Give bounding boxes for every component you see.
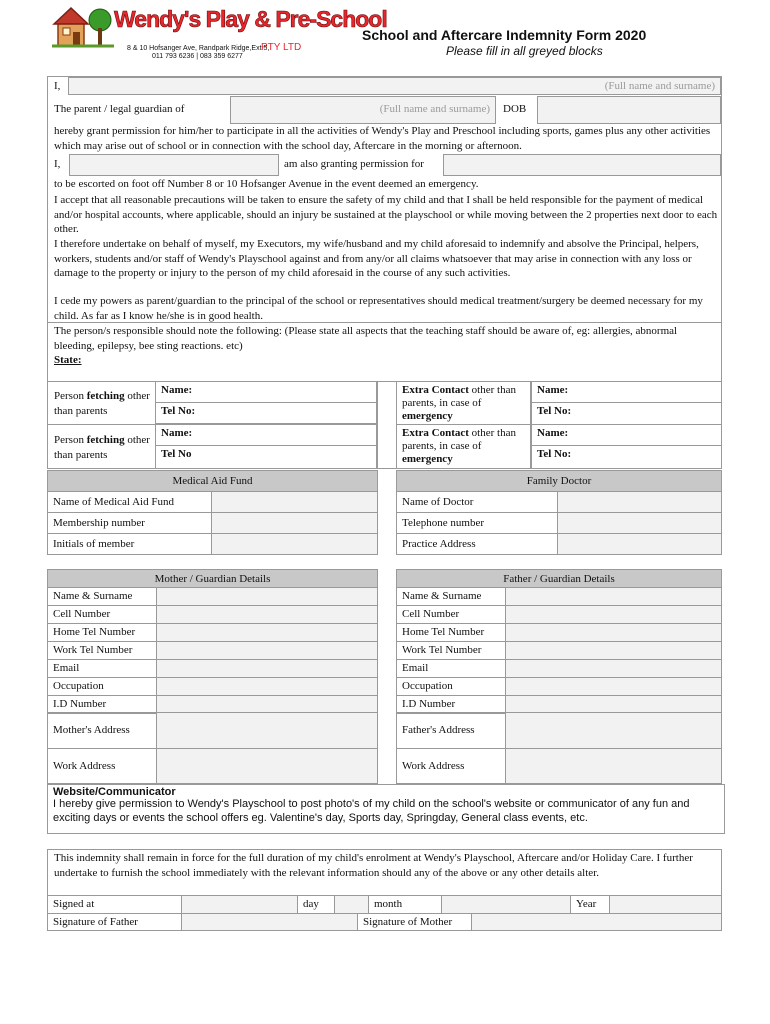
- mother-row-field[interactable]: [156, 659, 378, 678]
- medical-aid-name-field[interactable]: [211, 491, 378, 513]
- guardian-full-name-field[interactable]: [68, 77, 721, 95]
- extra-name-2: Name:: [531, 424, 722, 446]
- father-row-label: Email: [396, 659, 506, 678]
- fetch-name-1: Name:: [155, 381, 377, 403]
- person-fetching-label-1: Person fetching other than parents: [54, 390, 150, 417]
- responsible-text: The person/s responsible should note the following: (Please state all aspects that the teaching staff should be aware of, eg: allergies, abnormal bleeding, epilepsy, bee sting reactions. etc): [54, 325, 678, 352]
- practice-address-label: Practice Address: [396, 533, 558, 555]
- extra-contact-label-2: Extra Contact other than parents, in case of emergency: [396, 424, 531, 469]
- mother-signature-label: Signature of Mother: [357, 913, 472, 931]
- i-label: I,: [54, 80, 61, 92]
- medical-aid-header: Medical Aid Fund: [47, 470, 378, 492]
- logo-subtitle: PTY LTD: [261, 42, 302, 53]
- cede-paragraph: I cede my powers as parent/guardian to the principal of the school or representatives should medical treatment/surgery be deemed necessary for my child. As far as I know he/she is in good health.: [54, 295, 703, 322]
- day-label: day: [297, 895, 335, 914]
- father-signature-label: Signature of Father: [47, 913, 182, 931]
- mother-work-address-field[interactable]: [156, 748, 378, 784]
- mother-row-label: Name & Surname: [47, 587, 157, 606]
- father-address-field[interactable]: [505, 712, 722, 749]
- mother-row-label: Work Tel Number: [47, 641, 157, 660]
- child-name-hint: (Full name and surname): [379, 103, 490, 115]
- mother-row-field[interactable]: [156, 587, 378, 606]
- second-guardian-name-field[interactable]: [69, 154, 279, 176]
- initials-of-member-label: Initials of member: [47, 533, 212, 555]
- indemnify-paragraph: I therefore undertake on behalf of myself, my Executors, my wife/husband and my child aforesaid to indemnify and absolve the Principal, helpers, workers, students and/or staff of Wendy's Playschool against and from any/or all claims whatsoever that may arise in connection with any loss or damage to the property or injury to the person of my child aforesaid in the course of any such activities.: [54, 238, 699, 279]
- father-details-header: Father / Guardian Details: [396, 569, 722, 588]
- mother-row-field[interactable]: [156, 605, 378, 624]
- medical-aid-name-label: Name of Medical Aid Fund: [47, 491, 212, 513]
- parent-label: The parent / legal guardian of: [54, 103, 185, 115]
- escort-text: to be escorted on foot off Number 8 or 10 Hofsanger Avenue in the event deemed an emergency.: [54, 178, 479, 190]
- year-label: Year: [570, 895, 610, 914]
- father-address-label: Father's Address: [396, 712, 506, 749]
- practice-address-field[interactable]: [557, 533, 722, 555]
- signed-at-field[interactable]: [181, 895, 298, 914]
- form-title: School and Aftercare Indemnity Form 2020: [362, 27, 647, 43]
- mother-row-label: I.D Number: [47, 695, 157, 714]
- father-signature-field[interactable]: [181, 913, 358, 931]
- escort-child-name-field[interactable]: [443, 154, 721, 176]
- father-work-address-field[interactable]: [505, 748, 722, 784]
- family-doctor-header: Family Doctor: [396, 470, 722, 492]
- fetch-tel-1: Tel No:: [155, 402, 377, 424]
- form-subtitle: Please fill in all greyed blocks: [446, 44, 603, 58]
- website-title: Website/Communicator: [53, 786, 176, 798]
- person-fetching-label-2: Person fetching other than parents: [54, 434, 150, 461]
- dob-label: DOB: [503, 103, 527, 115]
- website-permission-text: I hereby give permission to Wendy's Playschool to post photo's of my child on the school's website or communicator of any fun and exciting days or events the school offers eg. Valentine's day, Sports day, Springday, General class events, etc.: [53, 798, 690, 824]
- father-row-label: Occupation: [396, 677, 506, 696]
- precaution-paragraph: I accept that all reasonable precautions will be taken to ensure the safety of my child and that I shall be held responsible for the payment of medical and/or hospital accounts, where applicable, should an injury be sustained at the playschool or while moving between the 2 properties next door to each other.: [54, 194, 718, 235]
- doctor-telephone-field[interactable]: [557, 512, 722, 534]
- extra-tel-1: Tel No:: [531, 402, 722, 425]
- grant-text: hereby grant permission for him/her to participate in all the activities of Wendy's Play and Preschool including sports, games plus any other activities which may arise out of school or in connection with the school day, Aftercare in the morning or afternoon.: [54, 125, 711, 152]
- father-row-field[interactable]: [505, 641, 722, 660]
- father-row-label: I.D Number: [396, 695, 506, 714]
- initials-of-member-field[interactable]: [211, 533, 378, 555]
- doctor-name-label: Name of Doctor: [396, 491, 558, 513]
- mother-details-header: Mother / Guardian Details: [47, 569, 378, 588]
- divider: [377, 381, 378, 469]
- father-row-field[interactable]: [505, 587, 722, 606]
- mother-row-label: Home Tel Number: [47, 623, 157, 642]
- extra-contact-label-1: Extra Contact other than parents, in case of emergency: [396, 381, 531, 425]
- school-phones: 011 793 6236 | 083 359 6277: [152, 53, 243, 60]
- dob-field[interactable]: [537, 96, 721, 124]
- i-label-2: I,: [54, 158, 61, 170]
- logo-title: Wendy's Play & Pre-School: [114, 6, 387, 32]
- father-row-field[interactable]: [505, 677, 722, 696]
- membership-number-label: Membership number: [47, 512, 212, 534]
- father-row-label: Work Tel Number: [396, 641, 506, 660]
- father-row-label: Name & Surname: [396, 587, 506, 606]
- mother-row-label: Email: [47, 659, 157, 678]
- month-label: month: [368, 895, 442, 914]
- also-granting-label: am also granting permission for: [284, 158, 424, 170]
- extra-name-1: Name:: [531, 381, 722, 403]
- child-full-name-field[interactable]: [230, 96, 496, 124]
- state-field[interactable]: [48, 368, 721, 381]
- father-row-field[interactable]: [505, 623, 722, 642]
- father-row-field[interactable]: [505, 659, 722, 678]
- fetch-tel-2: Tel No: [155, 445, 377, 469]
- mother-row-field[interactable]: [156, 623, 378, 642]
- doctor-telephone-label: Telephone number: [396, 512, 558, 534]
- extra-tel-2: Tel No:: [531, 445, 722, 469]
- mother-work-address-label: Work Address: [47, 748, 157, 784]
- divider: [47, 322, 722, 323]
- house-tree-icon: [52, 4, 114, 52]
- school-address: 8 & 10 Hofsanger Ave, Randpark Ridge,Ext 5,: [127, 45, 270, 52]
- year-field[interactable]: [609, 895, 722, 914]
- father-row-label: Home Tel Number: [396, 623, 506, 642]
- signed-at-label: Signed at: [47, 895, 182, 914]
- mother-row-label: Cell Number: [47, 605, 157, 624]
- full-name-hint: (Full name and surname): [604, 80, 715, 92]
- father-row-field[interactable]: [505, 605, 722, 624]
- mother-signature-field[interactable]: [471, 913, 722, 931]
- month-field[interactable]: [441, 895, 571, 914]
- enrolment-text: This indemnity shall remain in force for the full duration of my child's enrolment at Wendy's Playschool, Aftercare and/or Holiday Care. I further undertake to furnish the school immediately with the relevant information should any of the above or any other details alter.: [54, 852, 693, 879]
- father-row-label: Cell Number: [396, 605, 506, 624]
- mother-row-label: Occupation: [47, 677, 157, 696]
- mother-address-field[interactable]: [156, 712, 378, 749]
- mother-row-field[interactable]: [156, 677, 378, 696]
- state-label: State:: [54, 354, 82, 366]
- mother-address-label: Mother's Address: [47, 712, 157, 749]
- father-work-address-label: Work Address: [396, 748, 506, 784]
- day-field[interactable]: [334, 895, 369, 914]
- mother-row-field[interactable]: [156, 641, 378, 660]
- membership-number-field[interactable]: [211, 512, 378, 534]
- doctor-name-field[interactable]: [557, 491, 722, 513]
- fetch-name-2: Name:: [155, 424, 377, 446]
